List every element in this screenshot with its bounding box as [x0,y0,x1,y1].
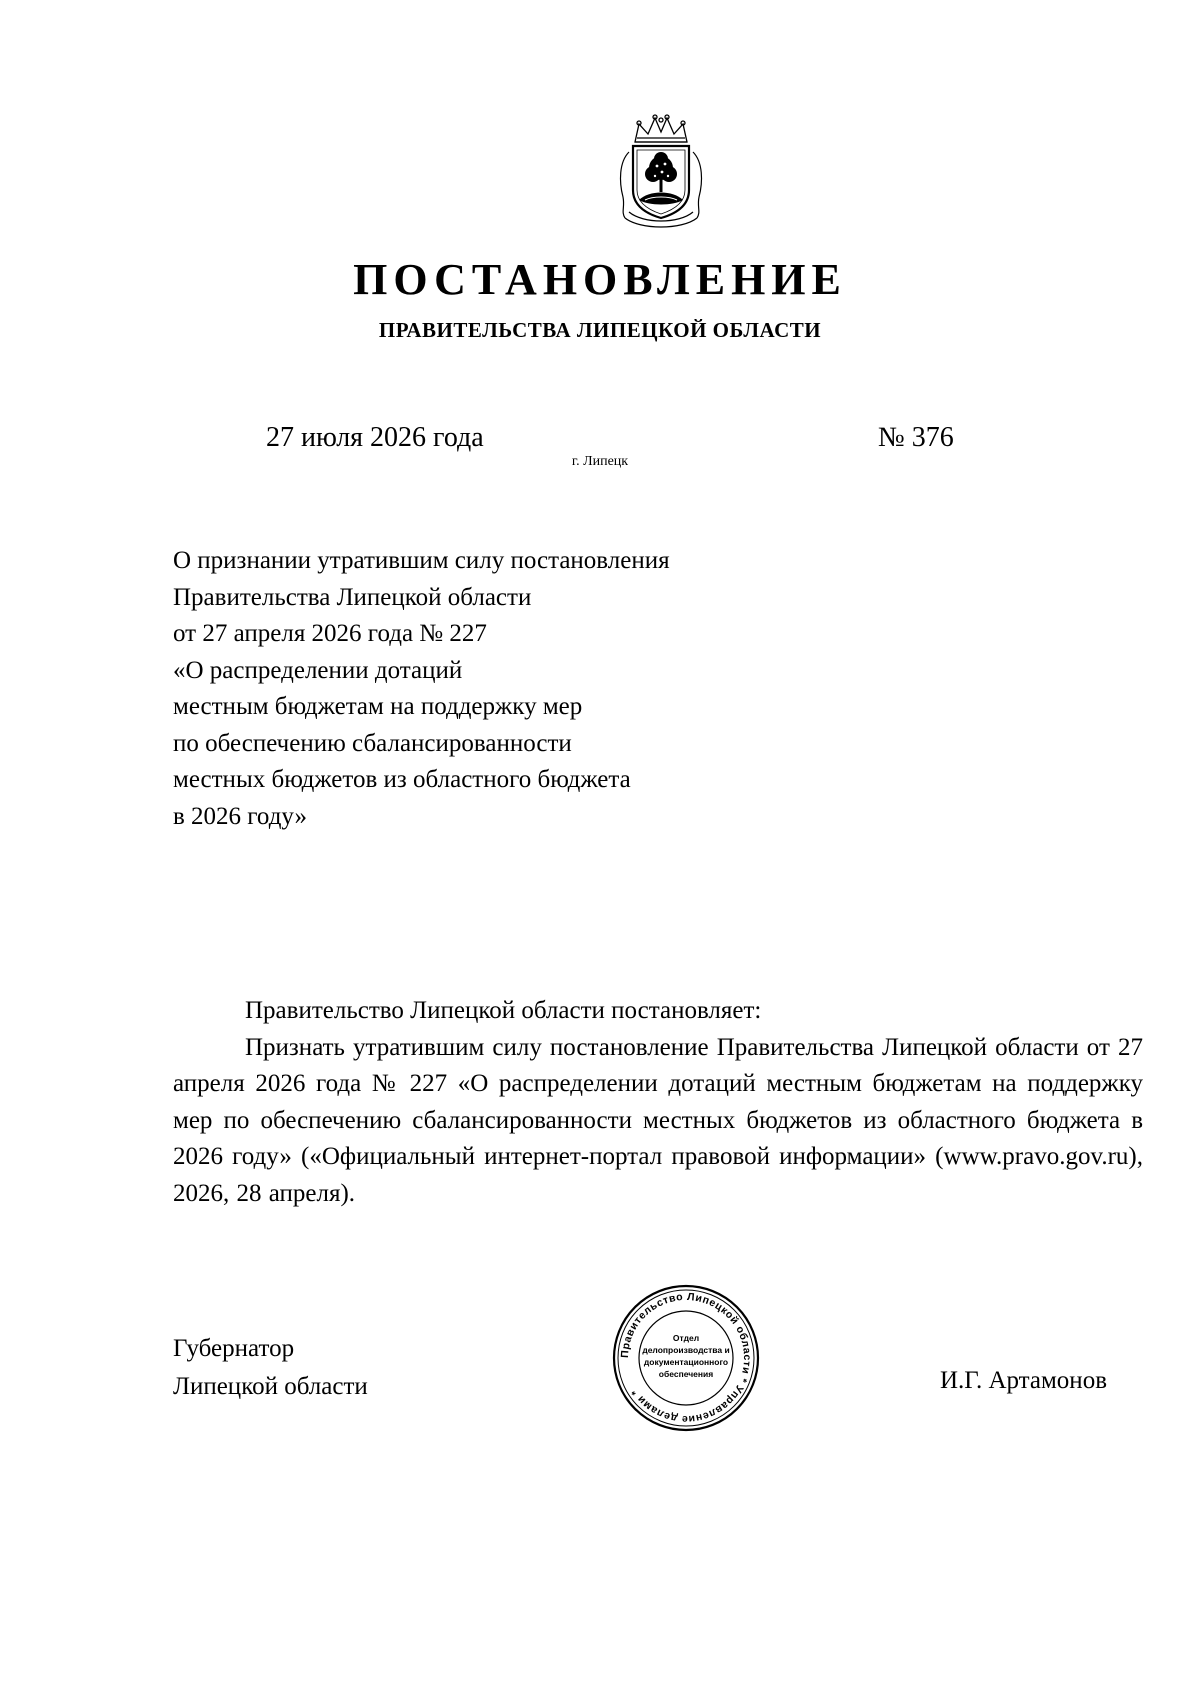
body-preamble: Правительство Липецкой области постановляет: [245,997,762,1024]
heading-line: местных бюджетов из областного бюджета [173,766,631,793]
svg-text:Отдел: Отдел [672,1333,700,1343]
svg-text:Правительство Липецкой области: Правительство Липецкой области * Управление делами * [618,1290,754,1426]
heading-line: по обеспечению сбалансированности [173,729,572,757]
document-city: г. Липецк [571,454,629,469]
body-main-paragraph: Признать утратившим силу постановление Правительства Липецкой области от 27 апреля 2026 года № 227 «О распределении дотаций местным бюджетам на поддержку мер по обеспечению сбалансированности местных бюджетов из областного бюджета в 2026 году» («Официальный интернет-портал правовой информации» (www.pravo.gov.ru), 2026, 28 апреля). [173,1033,1143,1207]
svg-text:обеспечения: обеспечения [658,1369,714,1379]
official-stamp-icon [611,1283,761,1433]
coat-of-arms-emblem-icon [615,112,707,234]
heading-line: от 27 апреля 2026 года № 227 [173,620,487,647]
heading-line: в 2026 году» [173,802,308,830]
heading-line: «О распределении дотаций [173,656,463,684]
document-number: № 376 [878,422,954,453]
document-body [173,993,1143,1212]
heading-line: местным бюджетам на поддержку мер [173,693,583,720]
document-date: 27 июля 2026 года [266,422,484,453]
svg-text:делопроизводства и: делопроизводства и [642,1345,730,1355]
signatory-position-line: Липецкой области [173,1373,368,1400]
document-title: ПОСТАНОВЛЕНИЕ [353,255,847,304]
signatory-position-line: Губернатор [173,1335,295,1362]
signatory-name: И.Г. Артамонов [940,1367,1107,1394]
document-heading [173,543,793,835]
heading-line: Правительства Липецкой области [173,583,532,611]
svg-text:документационного: документационного [643,1357,729,1367]
heading-line: О признании утратившим силу постановления [173,547,670,574]
document-issuer: ПРАВИТЕЛЬСТВА ЛИПЕЦКОЙ ОБЛАСТИ [378,318,822,342]
signatory-position [173,1330,368,1406]
